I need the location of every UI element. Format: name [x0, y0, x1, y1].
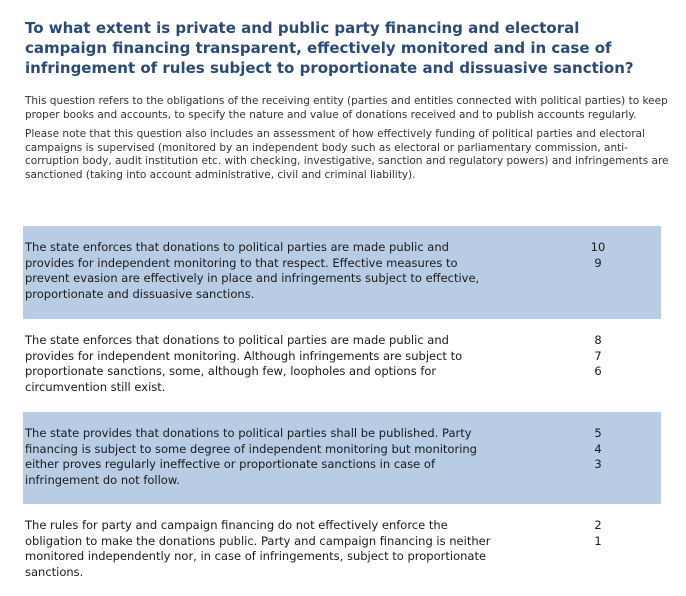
score-value: 9	[594, 255, 602, 270]
score-row	[23, 504, 661, 594]
score-values	[578, 240, 618, 271]
intro-paragraph: Please note that this question also includes an assessment of how effectively funding of political parties and electoral campaigns is supervised (monitored by an independent body such as electoral or parliamentary commission, anti-corruption body, audit institution etc. with checking, investigative, sanction and regulatory powers) and infringements are sanctioned (taking into account administrative, civil and criminal liability).	[25, 128, 669, 181]
score-value: 1	[594, 533, 602, 548]
score-value: 4	[594, 441, 602, 456]
score-value: 8	[594, 333, 602, 347]
score-value: 2	[594, 518, 602, 532]
score-row-description: The state provides that donations to political parties shall be published. Party financing is subject to some degree of independent monitoring but monitoring either proves regularly ineffective or proportionate sanctions in case of infringement do not follow.	[25, 426, 477, 487]
score-row	[23, 226, 661, 319]
score-value: 6	[594, 364, 602, 378]
score-values	[578, 518, 618, 549]
score-row-description: The rules for party and campaign financing do not effectively enforce the obligation to make the donations public. Party and campaign financing is neither monitored independently nor, in case of infringements, subject to proportionate sanctions.	[25, 518, 491, 579]
score-row-description: The state enforces that donations to political parties are made public and provides for independent monitoring to that respect. Effective measures to prevent evasion are effectively in place and infringements subject to effective, proportionate and dissuasive sanctions.	[25, 240, 480, 301]
score-row	[23, 412, 661, 504]
intro-paragraph: This question refers to the obligations of the receiving entity (parties and entities connected with political parties) to keep proper books and accounts, to specify the nature and value of donations received and to publish accounts regularly.	[25, 95, 668, 121]
score-value: 5	[594, 426, 602, 440]
score-row	[23, 319, 661, 412]
score-row-description: The state enforces that donations to political parties are made public and provides for independent monitoring. Although infringements are subject to proportionate sanctions, some, although few, loopholes and options for circumvention still exist.	[25, 333, 463, 394]
score-value: 10	[590, 240, 606, 254]
score-values	[578, 426, 618, 473]
score-values	[578, 333, 618, 380]
score-value: 3	[594, 457, 602, 471]
score-value: 7	[594, 348, 602, 363]
question-title: To what extent is private and public party financing and electoral campaign financing transparent, effectively monitored and in case of infringement of rules subject to proportionate and dissuasive sanction?	[25, 19, 634, 77]
question-intro	[25, 95, 675, 188]
